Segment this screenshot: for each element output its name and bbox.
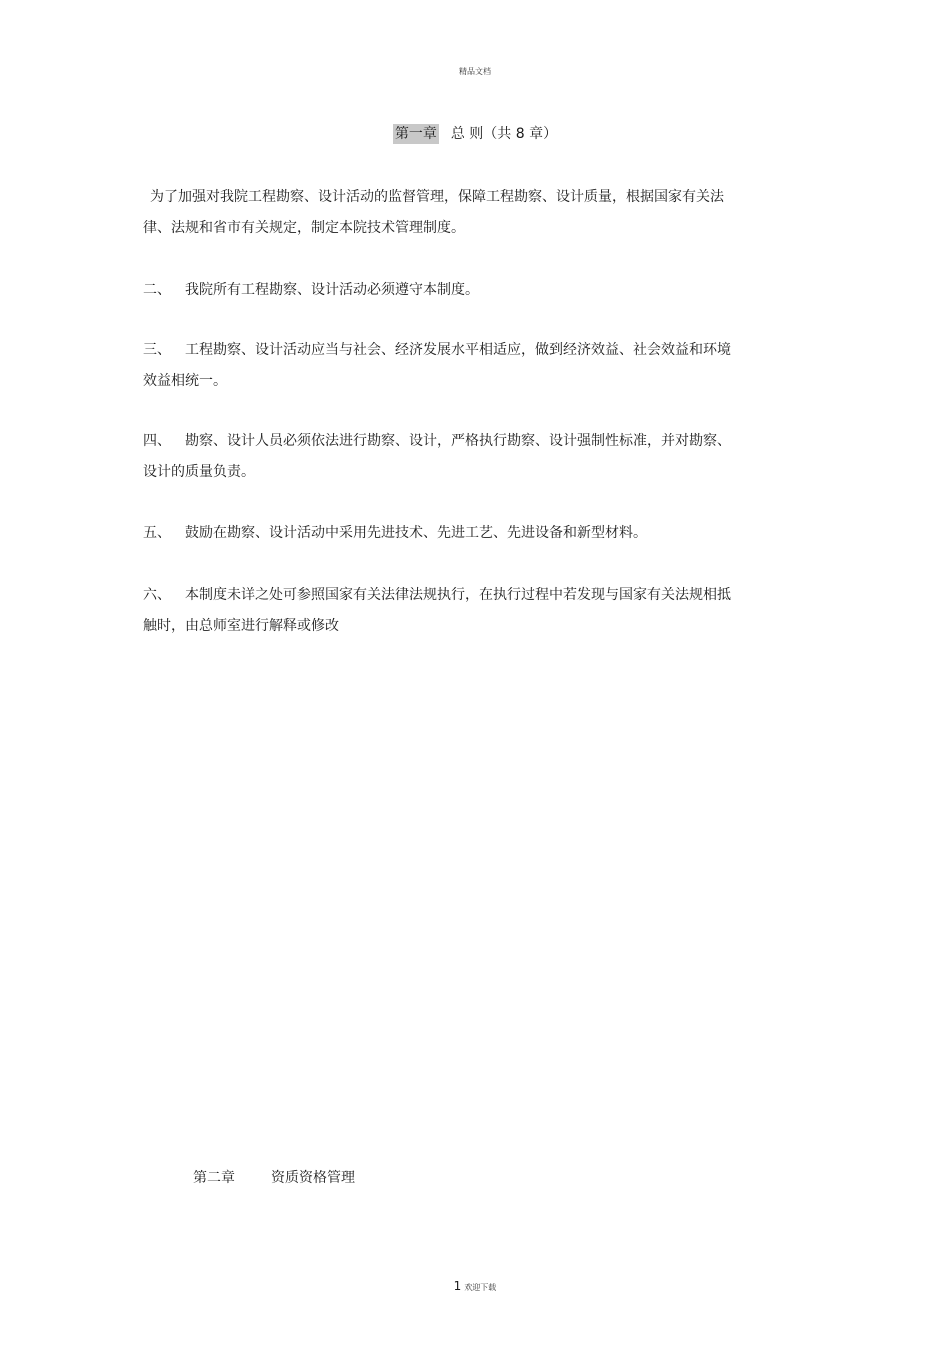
article-4-number: 四、 [143, 433, 171, 449]
chapter-2-label: 第二章 [193, 1170, 235, 1186]
header-watermark: 精品文档 [459, 67, 491, 76]
article-5 [143, 518, 743, 549]
article-2-number: 二、 [143, 282, 171, 298]
article-2-text: 我院所有工程勘察、设计活动必须遵守本制度。 [185, 282, 479, 298]
article-5-text: 鼓励在勘察、设计活动中采用先进技术、先进工艺、先进设备和新型材料。 [185, 525, 647, 541]
article-3-text: 工程勘察、设计活动应当与社会、经济发展水平相适应，做到经济效益、社会效益和环境效益相统一。 [143, 342, 731, 389]
article-6-number: 六、 [143, 587, 171, 603]
article-3 [143, 335, 743, 397]
footer-note: 欢迎下载 [464, 1283, 497, 1292]
chapter-1-heading [0, 121, 950, 147]
article-6-text: 本制度未详之处可参照国家有关法律法规执行，在执行过程中若发现与国家有关法规相抵触时，由总师室进行解释或修改 [143, 587, 731, 634]
chapter-1-title: 总 则（共 8 章） [450, 126, 558, 142]
chapter-1-label: 第一章 [394, 126, 437, 142]
article-4-text: 勘察、设计人员必须依法进行勘察、设计，严格执行勘察、设计强制性标准，并对勘察、设计的质量负责。 [143, 433, 731, 480]
article-2 [143, 275, 743, 306]
chapter-2-title: 资质资格管理 [271, 1170, 355, 1186]
chapter-2-heading [193, 1165, 355, 1191]
article-3-number: 三、 [143, 342, 171, 358]
article-1 [143, 182, 743, 244]
article-1-text: 为了加强对我院工程勘察、设计活动的监督管理，保障工程勘察、设计质量，根据国家有关法律、法规和省市有关规定，制定本院技术管理制度。 [143, 189, 724, 236]
page-footer [0, 1278, 950, 1296]
article-5-number: 五、 [143, 525, 171, 541]
page-number: 1 [453, 1279, 462, 1293]
article-6 [143, 580, 743, 642]
article-4 [143, 426, 743, 488]
